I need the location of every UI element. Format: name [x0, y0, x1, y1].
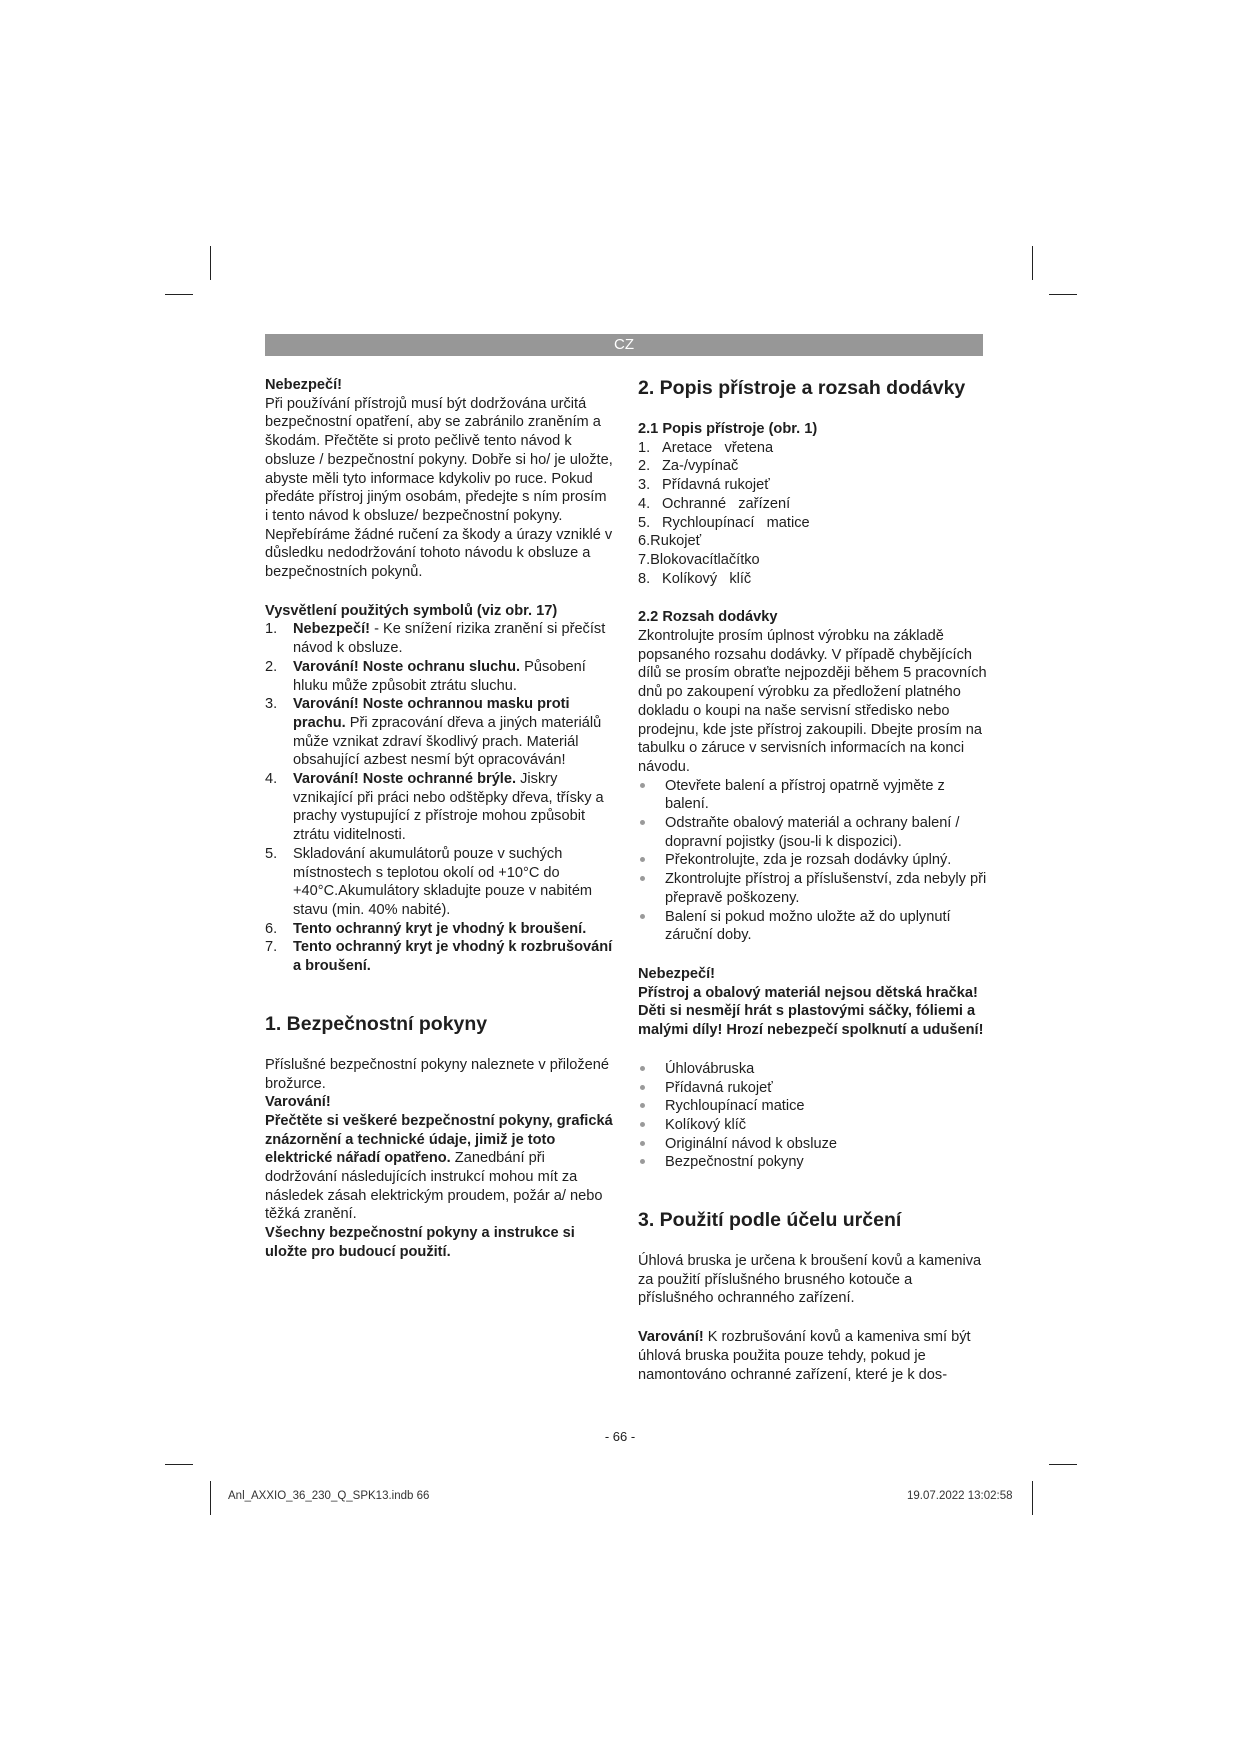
packaging-danger-title: Nebezpečí! [638, 965, 716, 982]
content-item: Bezpečnostní pokyny [638, 1153, 988, 1172]
crop-mark-bottom-right [1049, 1464, 1077, 1465]
intended-use-warning: Varování! K rozbrušování kovů a kameniva smí být úhlová bruska použita pouze tehdy, pokud je namontováno ochranné zařízení, které je k dos- [638, 1329, 971, 1383]
safety-intro: Příslušné bezpečnostní pokyny naleznete v přiložené brožurce. [265, 1056, 609, 1092]
part-item: 2. Za-/vypínač [638, 458, 739, 475]
section3-heading: 3. Použití podle účelu určení [638, 1209, 902, 1232]
unpack-steps-list [638, 777, 988, 945]
footer-filename: Anl_AXXIO_36_230_Q_SPK13.indb 66 [228, 1490, 430, 1502]
unpack-step: Odstraňte obalový materiál a ochrany balení / dopravní pojistky (jsou-li k dispozici). [638, 814, 988, 851]
symbols-title: Vysvětlení použitých symbolů (viz obr. 17) [265, 602, 558, 619]
part-item: 6.Rukojeť [638, 533, 702, 550]
unpack-step: Překontrolujte, zda je rozsah dodávky úplný. [638, 851, 988, 870]
part-item: 8. Kolíkový klíč [638, 570, 752, 587]
language-header-bar: CZ [265, 334, 983, 356]
crop-mark-top-left [210, 246, 211, 280]
symbol-item: 1. Nebezpečí! - Ke snížení rizika zranění si přečíst návod k obsluze. [265, 621, 606, 657]
crop-mark-top-right [1032, 246, 1033, 280]
unpack-step: Balení si pokud možno uložte až do uplynutí záruční doby. [638, 908, 988, 945]
part-item: 4. Ochranné zařízení [638, 495, 791, 512]
parts-list [638, 439, 988, 589]
crop-mark-bottom-left [210, 1481, 211, 1515]
package-contents-list [638, 1060, 988, 1172]
content-item: Kolíkový klíč [638, 1116, 988, 1135]
safety-warning-title: Varování! [265, 1094, 331, 1111]
content-item: Rychloupínací matice [638, 1097, 988, 1116]
symbols-list [265, 620, 613, 975]
scope-title: 2.2 Rozsah dodávky [638, 609, 778, 626]
left-column [265, 376, 613, 1262]
page-number: - 66 - [604, 1429, 636, 1444]
safety-warning-text: Přečtěte si veškeré bezpečnostní pokyny, grafická znázornění a technické údaje, jimiž je toto elektrické nářadí opatřeno. Zanedbání při dodržování následujících instrukcí mohou mít za následek zásah elektrickým proudem, požár a/ nebo těžká zranění. [265, 1112, 613, 1223]
content-item: Přídavná rukojeť [638, 1079, 988, 1098]
footer-timestamp: 19.07.2022 13:02:58 [907, 1490, 1013, 1502]
device-description-title: 2.1 Popis přístroje (obr. 1) [638, 421, 818, 437]
danger-title: Nebezpečí! [265, 377, 343, 393]
crop-mark-bottom-right [1032, 1481, 1033, 1515]
content-item: Originální návod k obsluze [638, 1135, 988, 1154]
intended-use-text: Úhlová bruska je určena k broušení kovů a kameniva za použití příslušného brusného kotouče a příslušného ochranného zařízení. [638, 1253, 982, 1307]
symbol-item: 6. Tento ochranný kryt je vhodný k broušení. [265, 920, 587, 937]
unpack-step: Otevřete balení a přístroj opatrně vyjměte z balení. [638, 777, 988, 814]
packaging-danger-text: Přístroj a obalový materiál nejsou dětská hračka! Děti si nesmějí hrát s plastovými sáčky, fóliemi a malými díly! Hrozí nebezpečí spolknutí a udušení! [638, 984, 984, 1039]
crop-mark-bottom-left [165, 1464, 193, 1465]
crop-mark-top-right [1049, 294, 1077, 295]
symbol-item: 4. Varování! Noste ochranné brýle. Jiskry vznikající při práci nebo odštěpky dřeva, třísky a prachy vystupující z přístroje mohou způsobit ztrátu viditelnosti. [265, 771, 604, 844]
scope-text: Zkontrolujte prosím úplnost výrobku na základě popsaného rozsahu dodávky. V případě chybějících dílů se prosím obraťte nejpozději během 5 pracovních dnů po zakoupení výrobku za předložení platného dokladu o koupi na naše servisní středisko nebo prodejnu, kde jste přístroj zakoupili. Dbejte prosím na tabulku o záruce v servisních informacích na konci návodu. [638, 628, 987, 775]
symbol-item: 5. Skladování akumulátorů pouze v suchých místnostech s teplotou okolí od +10°C do +40°C.Akumulátory skladujte pouze v nabitém stavu (min. 40% nabité). [265, 845, 593, 918]
danger-text: Při používání přístrojů musí být dodržována určitá bezpečnostní opatření, aby se zabránilo zraněním a škodám. Přečtěte si proto pečlivě tento návod k obsluze / bezpečnostní pokyny. Dobře si ho/ je uložte, abyste měli tyto informace kdykoliv po ruce. Pokud předáte přístroj jiným osobám, předejte s ním prosím i tento návod k obsluze/ bezpečnostní pokyny. Nepřebíráme žádné ručení za škody a úrazy vzniklé v důsledku nedodržování tohoto návodu k obsluze a bezpečnostních pokynů. [265, 395, 613, 581]
symbol-item: 3. Varování! Noste ochrannou masku proti prachu. Při zpracování dřeva a jiných materiálů může vznikat zdraví škodlivý prach. Materiál obsahující azbest nesmí být opracováván! [265, 696, 602, 769]
safety-keep-note: Všechny bezpečnostní pokyny a instrukce si uložte pro budoucí použití. [265, 1225, 575, 1260]
symbol-item: 2. Varování! Noste ochranu sluchu. Působení hluku může způsobit ztrátu sluchu. [265, 658, 586, 694]
section2-heading: 2. Popis přístroje a rozsah dodávky [638, 377, 966, 399]
unpack-step: Zkontrolujte přístroj a příslušenství, zda nebyly při přepravě poškozeny. [638, 870, 988, 907]
symbol-item: 7. Tento ochranný kryt je vhodný k rozbrušování a broušení. [265, 939, 613, 975]
part-item: 3. Přídavná rukojeť [638, 477, 770, 494]
content-item: Úhlovábruska [638, 1060, 988, 1079]
crop-mark-top-left [165, 294, 193, 295]
part-item: 1. Aretace vřetena [638, 439, 774, 456]
part-item: 7.Blokovacítlačítko [638, 551, 760, 568]
safety-heading: 1. Bezpečnostní pokyny [265, 1012, 488, 1035]
part-item: 5. Rychloupínací matice [638, 514, 810, 531]
right-column [638, 376, 988, 1384]
